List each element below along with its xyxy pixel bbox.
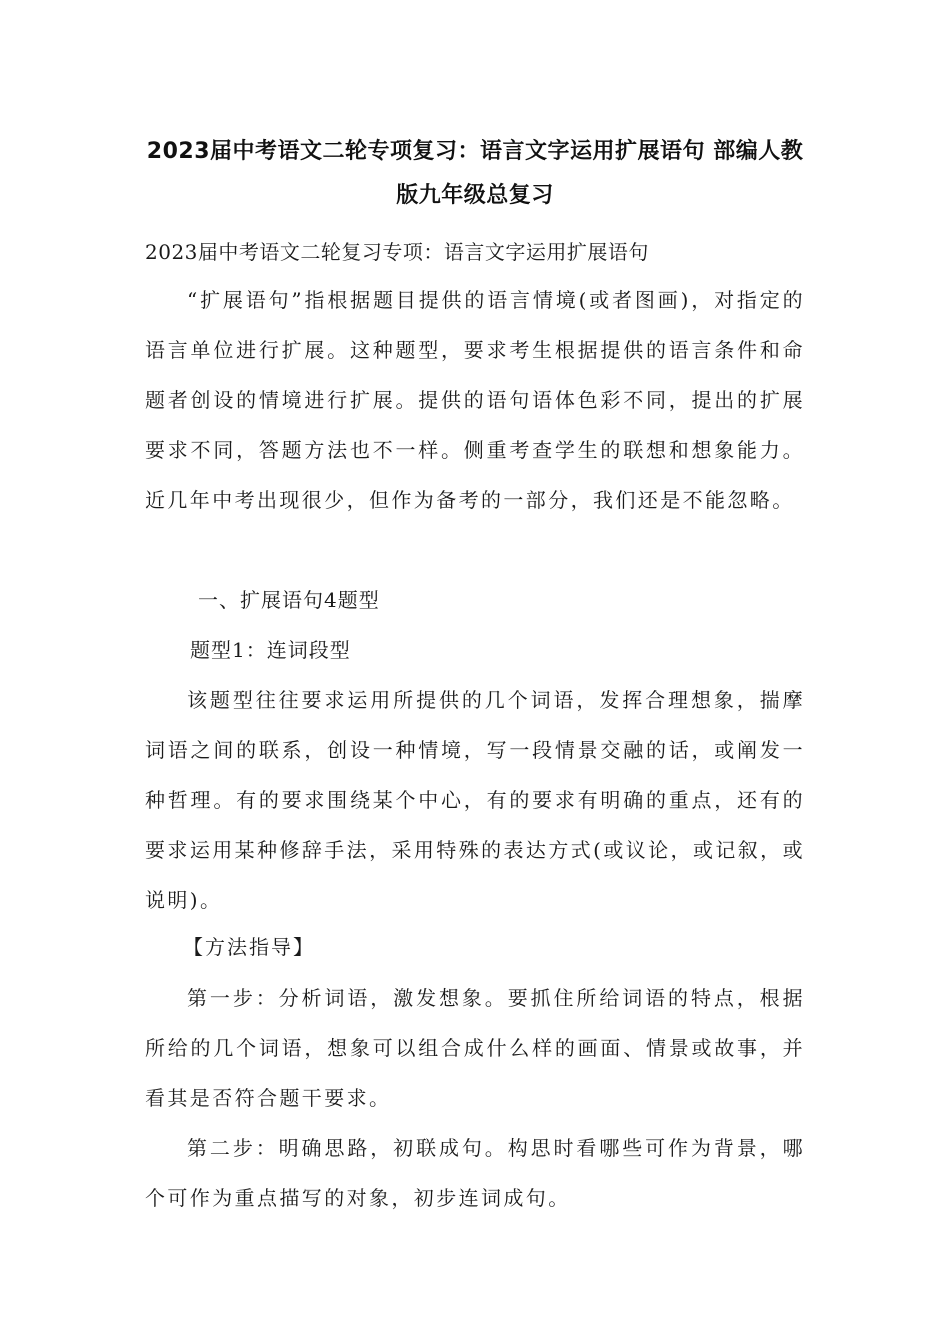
intro-paragraph: “扩展语句”指根据题目提供的语言情境(或者图画)，对指定的语言单位进行扩展。这种题型，要求考生根据提供的语言条件和命题者创设的情境进行扩展。提供的语句语体色彩不同，提出的扩展要求不同，答题方法也不一样。侧重考查学生的联想和想象能力。近几年中考出现很少，但作为备考的一部分，我们还是不能忽略。 (145, 288, 805, 512)
method-heading: 【方法指导】 (183, 935, 315, 959)
step1-paragraph: 第一步：分析词语，激发想象。要抓住所给词语的特点，根据所给的几个词语，想象可以组合成什么样的画面、情景或故事，并看其是否符合题干要求。 (145, 986, 805, 1110)
document-title: 2023届中考语文二轮专项复习：语言文字运用扩展语句 部编人教版九年级总复习 (146, 139, 804, 208)
type-paragraph: 该题型往往要求运用所提供的几个词语，发挥合理想象，揣摩词语之间的联系，创设一种情境，写一段情景交融的话，或阐发一种哲理。有的要求围绕某个中心，有的要求有明确的重点，还有的要求运用某种修辞手法，采用特殊的表达方式(或议论，或记叙，或说明)。 (145, 688, 805, 912)
type-heading: 题型1：连词段型 (190, 638, 351, 662)
document-subtitle: 2023届中考语文二轮复习专项：语言文字运用扩展语句 (145, 240, 649, 264)
section-heading: 一、扩展语句4题型 (198, 588, 380, 612)
step2-paragraph: 第二步：明确思路，初联成句。构思时看哪些可作为背景，哪个可作为重点描写的对象，初步连词成句。 (145, 1136, 805, 1210)
